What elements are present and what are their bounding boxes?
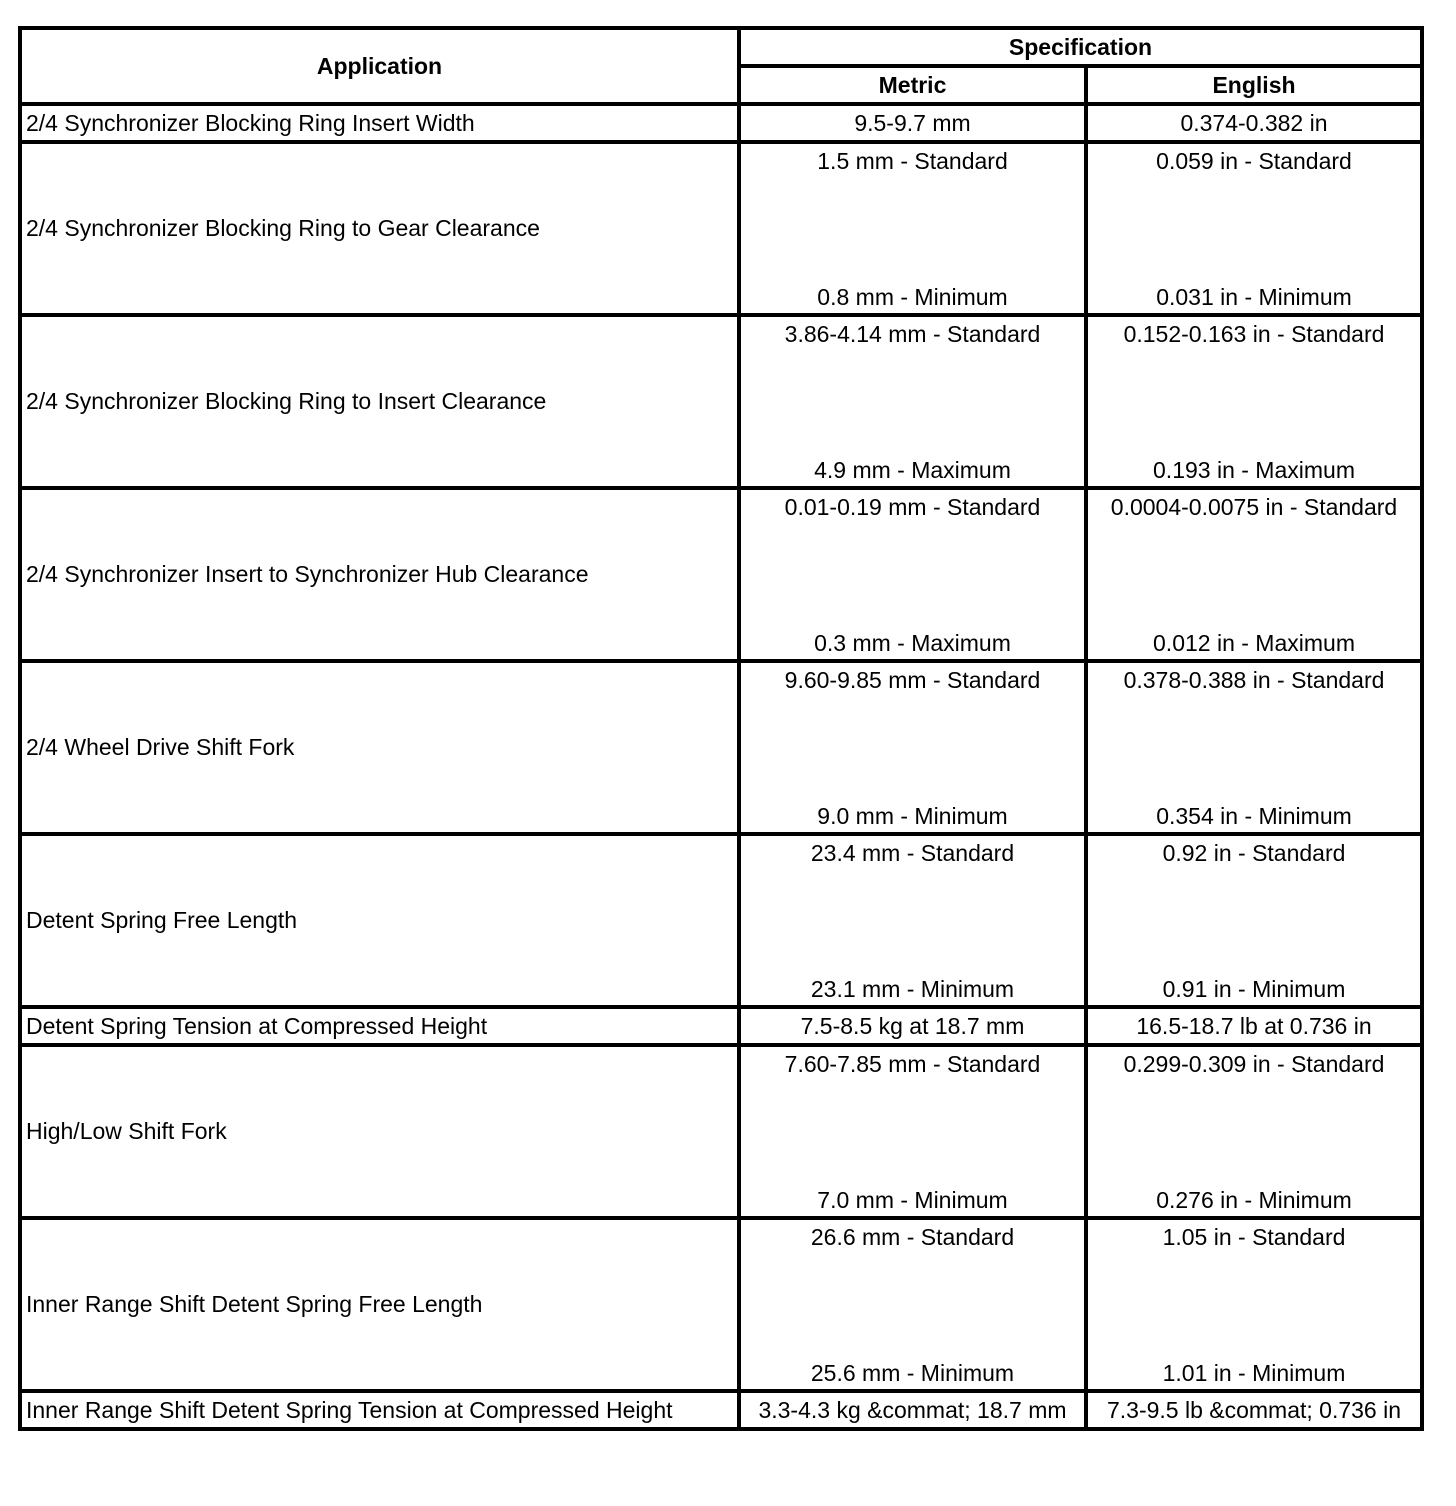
- english-cell: 7.3-9.5 lb &commat; 0.736 in: [1086, 1391, 1422, 1429]
- english-cell: 0.374-0.382 in: [1086, 104, 1422, 142]
- english-limit: 0.031 in - Minimum: [1156, 284, 1352, 310]
- metric-cell: 3.3-4.3 kg &commat; 18.7 mm: [739, 1391, 1086, 1429]
- application-cell: 2/4 Synchronizer Blocking Ring Insert Width: [20, 104, 739, 142]
- application-cell: Inner Range Shift Detent Spring Free Length: [20, 1218, 739, 1391]
- english-limit: 0.276 in - Minimum: [1156, 1187, 1352, 1213]
- table-row: [20, 1218, 1422, 1391]
- header-row-1: [20, 28, 1422, 66]
- metric-limit: 0.3 mm - Maximum: [814, 630, 1011, 656]
- english-cell: [1086, 488, 1422, 661]
- metric-standard: 7.60-7.85 mm - Standard: [784, 1051, 1041, 1077]
- application-cell: Inner Range Shift Detent Spring Tension at Compressed Height: [20, 1391, 739, 1429]
- metric-cell: [739, 1045, 1086, 1218]
- english-cell: [1086, 834, 1422, 1007]
- english-cell: [1086, 1045, 1422, 1218]
- spec-table-container: [18, 26, 1420, 1431]
- english-limit: 0.193 in - Maximum: [1153, 457, 1355, 483]
- english-standard: 0.378-0.388 in - Standard: [1123, 667, 1385, 693]
- specification-header: Specification: [739, 28, 1422, 66]
- metric-standard: 26.6 mm - Standard: [810, 1224, 1015, 1250]
- application-cell: High/Low Shift Fork: [20, 1045, 739, 1218]
- metric-cell: [739, 488, 1086, 661]
- english-cell: [1086, 1218, 1422, 1391]
- table-row: [20, 315, 1422, 488]
- table-row: [20, 1391, 1422, 1429]
- metric-limit: 0.8 mm - Minimum: [817, 284, 1008, 310]
- application-cell: Detent Spring Free Length: [20, 834, 739, 1007]
- english-cell: [1086, 315, 1422, 488]
- metric-limit: 7.0 mm - Minimum: [817, 1187, 1008, 1213]
- english-limit: 1.01 in - Minimum: [1162, 1360, 1346, 1386]
- metric-header: Metric: [739, 66, 1086, 104]
- english-limit: 0.012 in - Maximum: [1153, 630, 1355, 656]
- table-row: [20, 1007, 1422, 1045]
- metric-standard: 1.5 mm - Standard: [817, 148, 1008, 174]
- english-header: English: [1086, 66, 1422, 104]
- metric-cell: 9.5-9.7 mm: [739, 104, 1086, 142]
- metric-cell: 7.5-8.5 kg at 18.7 mm: [739, 1007, 1086, 1045]
- metric-cell: [739, 315, 1086, 488]
- metric-standard: 3.86-4.14 mm - Standard: [784, 321, 1041, 347]
- application-cell: 2/4 Wheel Drive Shift Fork: [20, 661, 739, 834]
- english-standard: 0.92 in - Standard: [1162, 840, 1346, 866]
- english-cell: [1086, 142, 1422, 315]
- english-standard: 0.299-0.309 in - Standard: [1123, 1051, 1385, 1077]
- metric-limit: 9.0 mm - Minimum: [817, 803, 1008, 829]
- metric-cell: [739, 661, 1086, 834]
- application-cell: Detent Spring Tension at Compressed Height: [20, 1007, 739, 1045]
- metric-limit: 23.1 mm - Minimum: [810, 976, 1015, 1002]
- metric-cell: [739, 142, 1086, 315]
- english-limit: 0.354 in - Minimum: [1156, 803, 1352, 829]
- metric-cell: [739, 834, 1086, 1007]
- english-standard: 0.059 in - Standard: [1156, 148, 1352, 174]
- application-cell: 2/4 Synchronizer Blocking Ring to Insert Clearance: [20, 315, 739, 488]
- table-row: [20, 104, 1422, 142]
- application-cell: 2/4 Synchronizer Blocking Ring to Gear Clearance: [20, 142, 739, 315]
- metric-limit: 25.6 mm - Minimum: [810, 1360, 1015, 1386]
- specification-table: [18, 26, 1424, 1431]
- english-cell: [1086, 661, 1422, 834]
- application-header: Application: [20, 28, 739, 104]
- application-cell: 2/4 Synchronizer Insert to Synchronizer Hub Clearance: [20, 488, 739, 661]
- table-row: [20, 488, 1422, 661]
- table-row: [20, 661, 1422, 834]
- table-row: [20, 834, 1422, 1007]
- english-cell: 16.5-18.7 lb at 0.736 in: [1086, 1007, 1422, 1045]
- english-standard: 1.05 in - Standard: [1162, 1224, 1346, 1250]
- english-standard: 0.0004-0.0075 in - Standard: [1110, 494, 1398, 520]
- metric-standard: 23.4 mm - Standard: [810, 840, 1015, 866]
- table-row: [20, 142, 1422, 315]
- metric-cell: [739, 1218, 1086, 1391]
- metric-standard: 9.60-9.85 mm - Standard: [784, 667, 1041, 693]
- english-standard: 0.152-0.163 in - Standard: [1123, 321, 1385, 347]
- table-row: [20, 1045, 1422, 1218]
- english-limit: 0.91 in - Minimum: [1162, 976, 1346, 1002]
- metric-standard: 0.01-0.19 mm - Standard: [784, 494, 1041, 520]
- metric-limit: 4.9 mm - Maximum: [814, 457, 1011, 483]
